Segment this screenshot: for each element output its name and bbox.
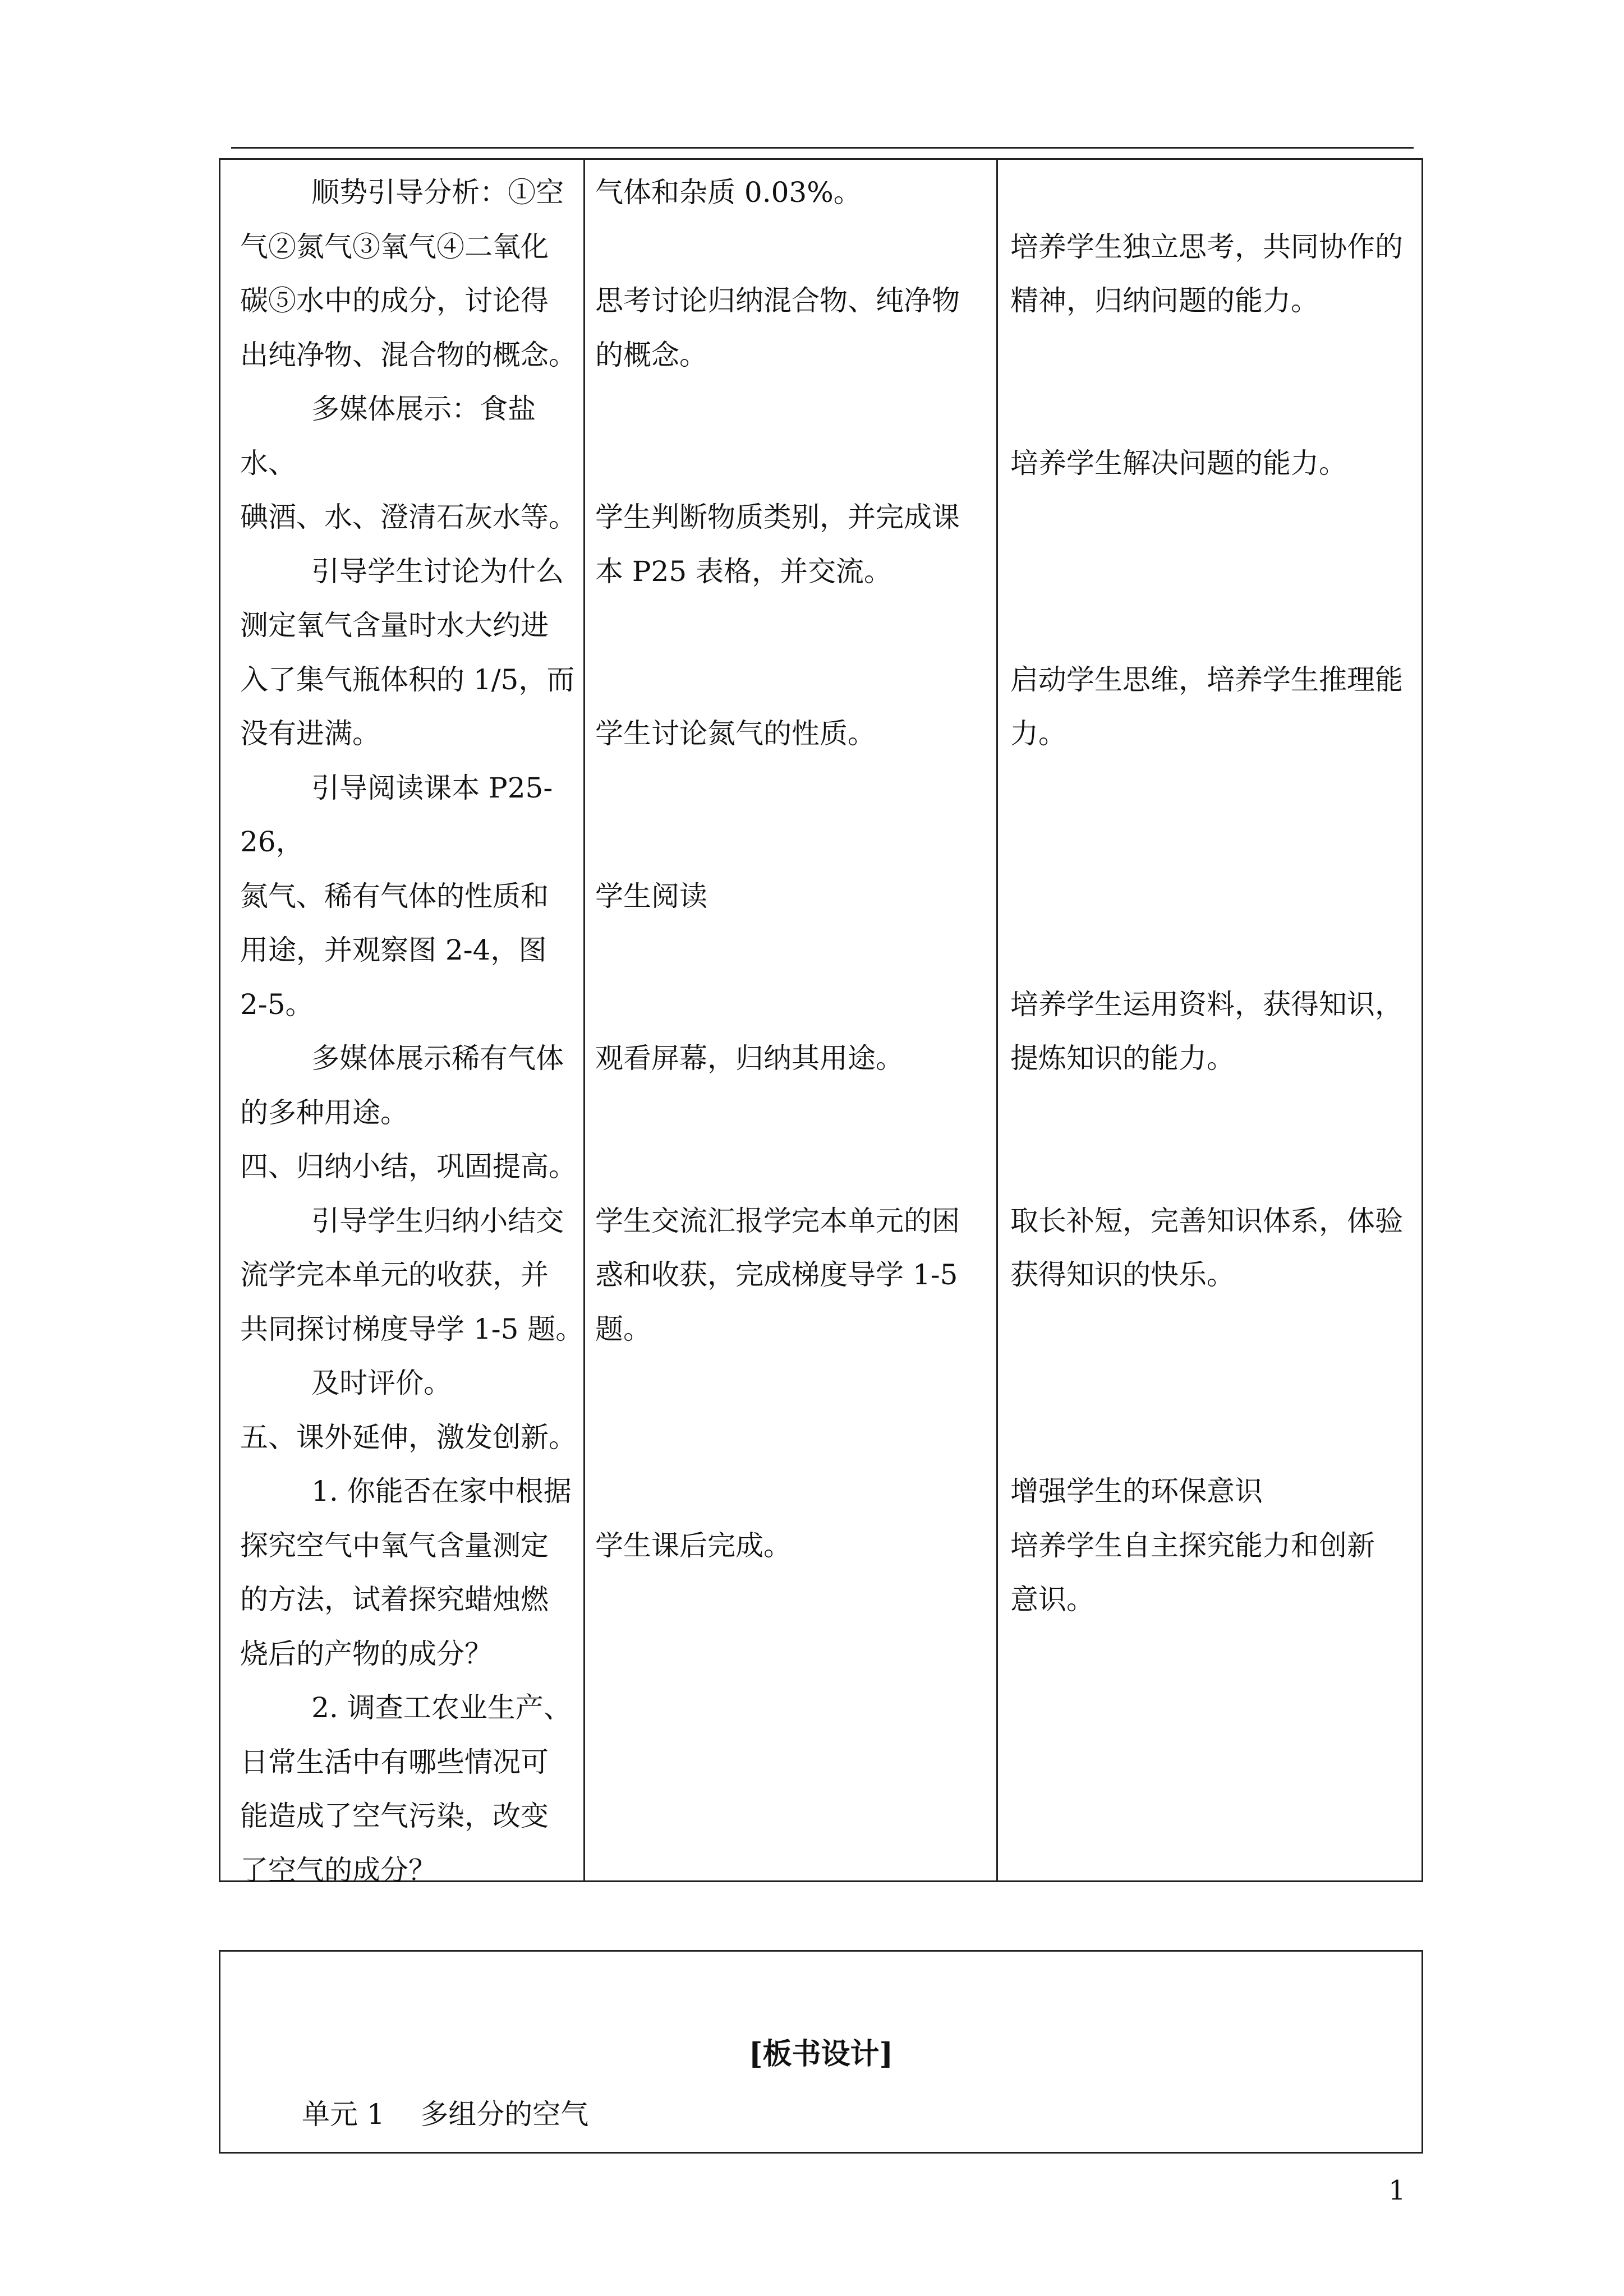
column-divider <box>996 160 998 1880</box>
student-activity-cell: 气体和杂质 0.03%。 思考讨论归纳混合物、纯净物 的概念。 学生判断物质类别，并完成课 本 P25 表格，并交流。 学生讨论氮气的性质。 学生阅读 观看屏幕，归纳其用途。 学生交流汇报学完本单元的困 惑和收获，完成梯度导学 1-5 题。 学生课后完成。 <box>595 176 960 1562</box>
page-number: 1 <box>1388 2175 1406 2206</box>
design-intent-cell: 培养学生独立思考，共同协作的 精神，归纳问题的能力。 培养学生解决问题的能力。 启动学生思维，培养学生推理能 力。 培养学生运用资料，获得知识， 提炼知识的能力。 取长补短，完善知识体系，体验 获得知识的快乐。 增强学生的环保意识 培养学生自主探究能力和创新 意识。 <box>1010 230 1403 1616</box>
board-design-table <box>219 1950 1423 2154</box>
board-design-unit-line: 单元 1 多组分的空气 <box>302 2098 589 2131</box>
teacher-activity-cell: 顺势引导分析：①空 气②氮气③氧气④二氧化 碳⑤水中的成分，讨论得 出纯净物、混合物的概念。 多媒体展示：食盐水、 碘酒、水、澄清石灰水等。 引导学生讨论为什么 测定氧气含量时水大约进 入了集气瓶体积的 1/5，而 没有进满。 引导阅读课本 P25-26， 氮气、稀有气体的性质和 用途，并观察图 2-4，图 2-5。 多媒体展示稀有气体 的多种用途。 四、归纳小结，巩固提高。 引导学生归纳小结交 流学完本单元的收获，并 共同探讨梯度导学 1-5 题。 及时评价。 五、课外延伸，激发创新。 1. 你能否在家中根据 探究空气中氧气含量测定 的方法，试着探究蜡烛燃 烧后的产物的成分？ 2. 调查工农业生产、 日常生活中有哪些情况可 能造成了空气污染，改变 了空气的成分？ <box>240 176 584 1887</box>
lesson-process-table <box>219 158 1423 1887</box>
header-rule <box>231 147 1414 149</box>
board-design-title: [板书设计] <box>748 2037 894 2071</box>
